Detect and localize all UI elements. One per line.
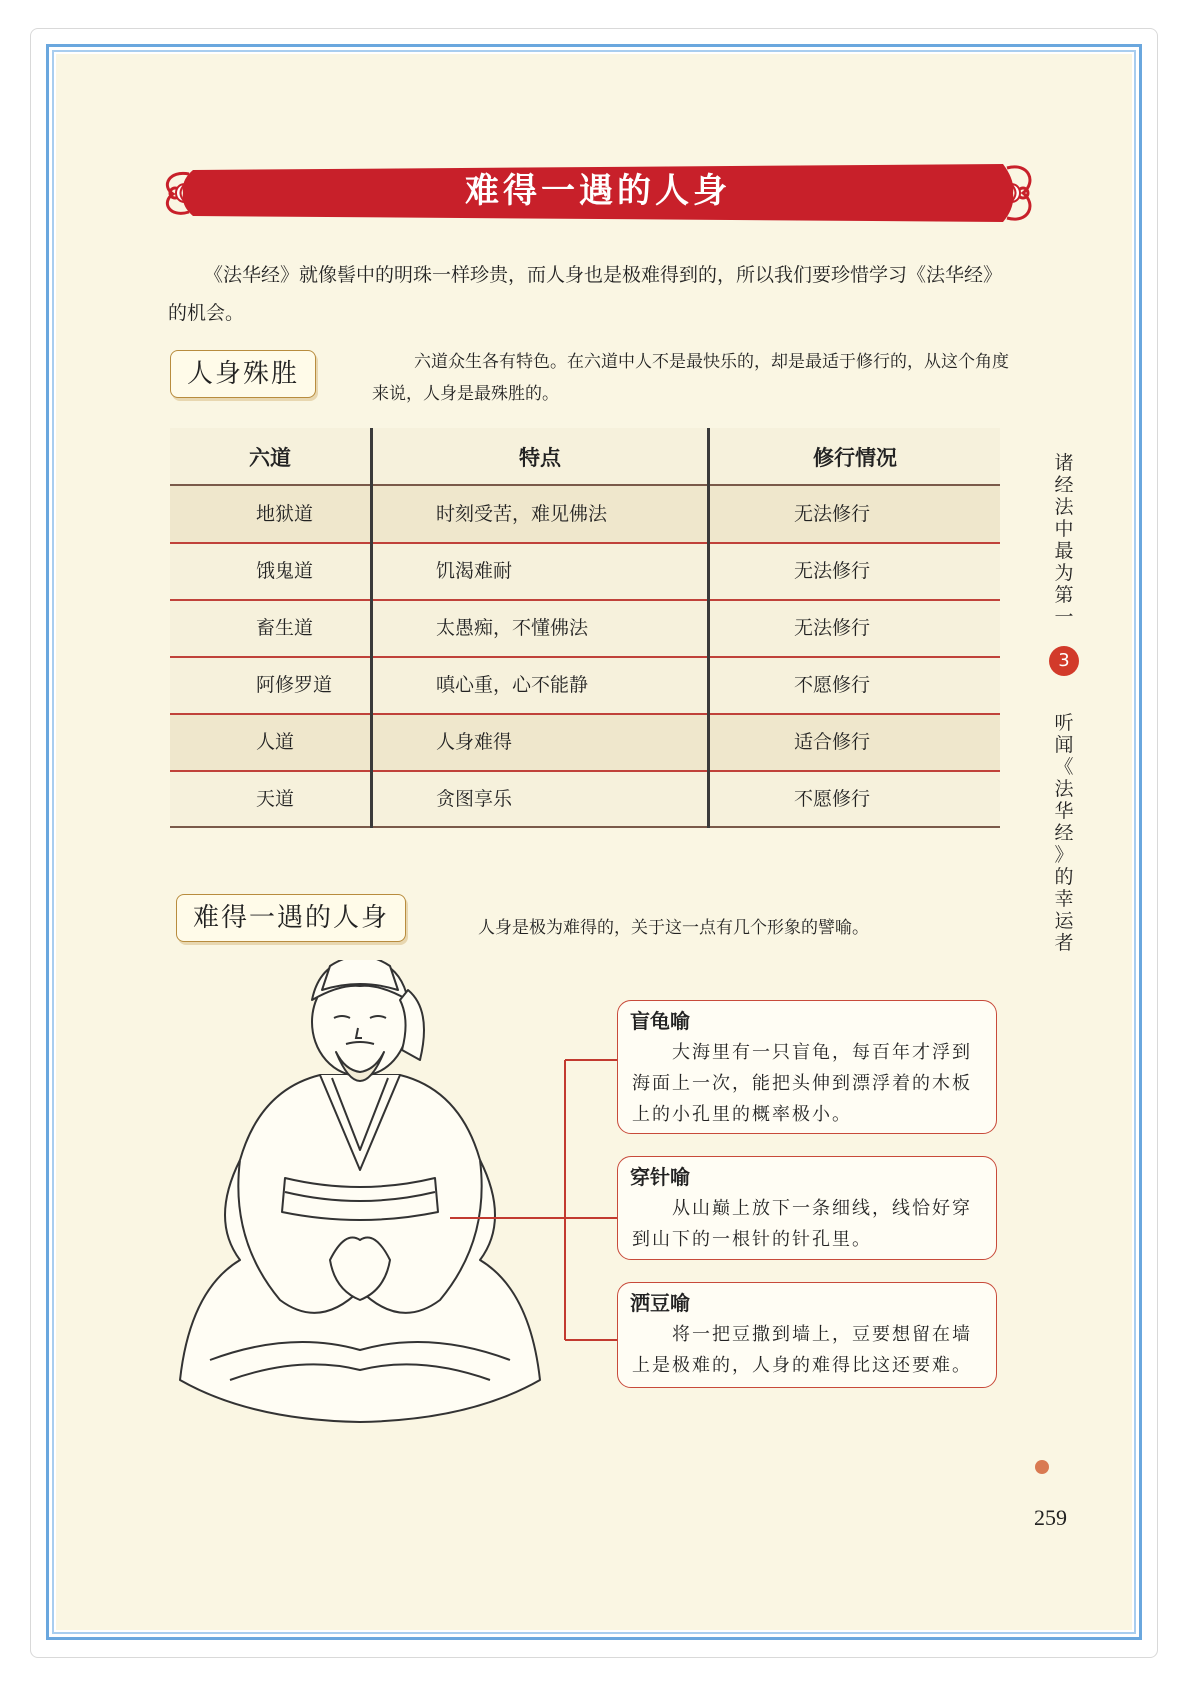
table-cell-realm: 人道 xyxy=(256,731,295,753)
table-cell-practice: 无法修行 xyxy=(794,560,871,582)
section1-description: 六道众生各有特色。在六道中人不是最快乐的，却是最适于修行的，从这个角度来说，人身是最殊胜的。 xyxy=(372,352,1009,404)
table-row xyxy=(170,771,1000,828)
table-cell-realm: 地狱道 xyxy=(256,503,314,525)
table-header-practice: 修行情况 xyxy=(813,446,897,470)
table-cell-feature: 太愚痴，不懂佛法 xyxy=(436,617,589,639)
table-cell-practice: 不愿修行 xyxy=(794,674,871,696)
page-number: 259 xyxy=(1034,1505,1067,1530)
chapter-title-vertical: 诸 经 法 中 最 为 第 一 xyxy=(1054,452,1074,628)
table-row xyxy=(170,657,1000,714)
table-cell-feature: 人身难得 xyxy=(436,731,513,753)
table-cell-feature: 嗔心重，心不能静 xyxy=(436,674,589,696)
metaphor-text: 将一把豆撒到墙上，豆要想留在墙上是极难的，人身的难得比这还要难。 xyxy=(632,1324,972,1376)
table-cell-feature: 时刻受苦，难见佛法 xyxy=(436,503,608,525)
metaphor-title: 穿针喻 xyxy=(630,1165,690,1189)
title-banner xyxy=(163,160,1033,226)
section2-description: 人身是极为难得的，关于这一点有几个形象的譬喻。 xyxy=(478,918,869,938)
metaphor-text: 大海里有一只盲龟，每百年才浮到海面上一次，能把头伸到漂浮着的木板上的小孔里的概率极小。 xyxy=(632,1042,972,1125)
section-tag-1: 人身殊胜 xyxy=(170,350,316,398)
table-cell-realm: 畜生道 xyxy=(256,617,314,639)
connector-lines xyxy=(450,1040,620,1360)
table-header-realm: 六道 xyxy=(249,446,291,470)
metaphor-title: 洒豆喻 xyxy=(630,1291,690,1315)
table-cell-practice: 无法修行 xyxy=(794,617,871,639)
page-title: 难得一遇的人身 xyxy=(465,171,731,211)
table-row xyxy=(170,600,1000,657)
table-cell-practice: 无法修行 xyxy=(794,503,871,525)
table-row xyxy=(170,714,1000,771)
intro-text: 《法华经》就像髻中的明珠一样珍贵，而人身也是极难得到的，所以我们要珍惜学习《法华经》的机会。 xyxy=(168,264,1003,324)
intro-paragraph xyxy=(168,256,1018,332)
table-row xyxy=(170,543,1000,600)
table-cell-practice: 不愿修行 xyxy=(794,788,871,810)
table-cell-realm: 阿修罗道 xyxy=(256,674,333,696)
page-ornament-dot-icon xyxy=(1035,1460,1049,1474)
table-row xyxy=(170,486,1000,543)
section-tag-2: 难得一遇的人身 xyxy=(176,894,406,942)
metaphor-box-scattering-beans xyxy=(617,1282,997,1388)
metaphor-title: 盲龟喻 xyxy=(630,1009,690,1033)
six-realms-table xyxy=(170,428,1000,828)
table-cell-realm: 饿鬼道 xyxy=(256,560,314,582)
metaphor-text: 从山巅上放下一条细线，线恰好穿到山下的一根针的针孔里。 xyxy=(632,1198,972,1250)
table-cell-feature: 贪图享乐 xyxy=(436,788,513,810)
metaphor-box-threading-needle xyxy=(617,1156,997,1260)
chapter-number-badge: 3 xyxy=(1049,646,1079,676)
table-cell-feature: 饥渴难耐 xyxy=(436,560,513,582)
table-cell-realm: 天道 xyxy=(256,788,295,810)
table-cell-practice: 适合修行 xyxy=(794,731,871,753)
metaphor-box-blind-turtle xyxy=(617,1000,997,1134)
table-header-feature: 特点 xyxy=(519,446,561,470)
section-title-vertical: 听 闻 《 法 华 经 》 的 幸 运 者 xyxy=(1054,712,1074,954)
